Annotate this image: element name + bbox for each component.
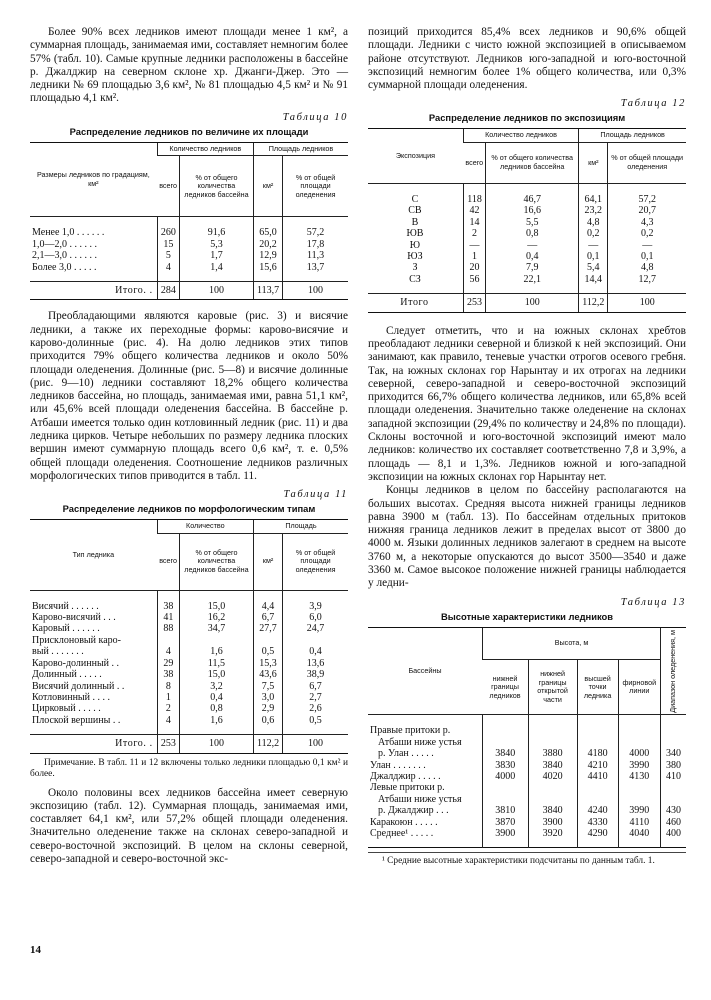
- table-row: Левые притоки р.: [368, 782, 686, 793]
- table-row: Долинный . . . . . 38 15,0 43,6 38,9: [30, 669, 348, 680]
- table-row: Более 3,0 . . . . . 4 1,4 15,6 13,7: [30, 262, 348, 282]
- t10-header-size: Размеры ледников по градациям, км²: [30, 142, 157, 217]
- t10-header-pct-count: % от общего количества ледников бассейна: [179, 156, 253, 217]
- t12-header-count: Количество ледников: [463, 129, 578, 143]
- t13-header-firn: фирновой линии: [618, 660, 661, 715]
- t11-header-count: Количество: [157, 520, 253, 534]
- t11-header-area: Площадь: [253, 520, 348, 534]
- t13-header-highest: высшей точки ледника: [577, 660, 618, 715]
- table-10: [30, 142, 348, 301]
- t10-header-pct-area: % от общей площади оледенения: [283, 156, 348, 217]
- t13-header-range: Диапазон оледенения, м: [661, 627, 686, 715]
- t12-header-pct-count: % от общего количества ледников бассейна: [486, 142, 579, 183]
- table-row: СЗ 56 22,1 14,4 12,7: [368, 274, 686, 294]
- table-row: Плоской вершины . . 4 1,6 0,6 0,5: [30, 715, 348, 735]
- page-number: 14: [30, 944, 41, 956]
- table-row: С 118 46,7 64,1 57,2: [368, 183, 686, 205]
- t13-header-basin: Бассейны: [368, 627, 482, 715]
- t11-header-pct-area: % от общей площади оледенения: [283, 533, 348, 590]
- table-10-title: Распределение ледников по величине их площади: [69, 125, 309, 137]
- table-11-number: Таблица 11: [283, 489, 348, 501]
- table-row: З 20 7,9 5,4 4,8: [368, 262, 686, 273]
- table-row: вый . . . . . . . 4 1,6 0,5 0,4: [30, 646, 348, 657]
- table-row: Улан . . . . . . . 3830 3840 4210 3990 380: [368, 760, 686, 771]
- paragraph-southern-slopes: Следует отметить, что и на южных склонах хребтов преобладают ледники северной и близкой к ней экспозиций. Они занимают, как правило, теневые участки отрогов осевого гребня. Так, на южных склонах гор Нарынтау и их отрогах на ледники северной, северо-западной и северо-восточной экспозиций приходится 66,7% общего количества ледников, или 65,8% всей площади оледенения. Значительно также оледенение на склонах западной экспозиции (29,4% по количеству и 24,8% по площади). Склоны восточной и юго-восточной экспозиций имеют мало ледников: количество их составляет соответственно 7,8 и 3,9%, а площадь — 8,1 и 1,3%. Ледников южной и юго-западной экспозиции на южных склонах гор Нарынтау нет.: [368, 324, 686, 483]
- paragraph-glacier-sizes: Более 90% всех ледников имеют площади менее 1 км², а суммарная площадь, занимаемая ими, составляет немногим более 57% (табл. 10). Самые крупные ледники расположены в бассейне р. Джалджир на северном склоне хр. Джанги-Джер. Это — ледники № 69 площадью 3,6 км², № 81 площадью 4,5 км² и № 91 площадью 4,1 км².: [30, 26, 348, 105]
- t12-header-area: Площадь ледников: [579, 129, 686, 143]
- table-row: Атбаши ниже устья: [368, 737, 686, 748]
- table-row: Среднее¹ . . . . . 3900 3920 4290 4040 400: [368, 828, 686, 848]
- table-total-row: Итого 253 100 112,2 100: [368, 294, 686, 312]
- table-row: р. Джалджир . . . 3810 3840 4240 3990 430: [368, 805, 686, 816]
- table-13-footnote: ¹ Средние высотные характеристики подсчитаны по данным табл. 1.: [368, 852, 686, 868]
- paragraph-glacier-ends: Концы ледников в целом по бассейну располагаются на больших высотах. Средняя высота нижней границы ледников равна 3900 м (табл. 13). По бассейнам отдельных притоков нижняя граница ледников лежит в пределах высот от 3800 до 4000 м. Языки долинных ледников залегают в среднем на высоте 3760 м, а некоторые опускаются до высот 3500—3540 и даже 3360 м. Самое высокое положение нижней границы наблюдается у ледни-: [368, 484, 686, 590]
- table-row: Правые притоки р.: [368, 715, 686, 737]
- t11-header-km2: км²: [253, 533, 282, 590]
- table-12: [368, 128, 686, 312]
- left-column: [30, 26, 348, 866]
- table-12-number: Таблица 12: [620, 98, 686, 110]
- table-row: 2,1—3,0 . . . . . . 5 1,7 12,9 11,3: [30, 250, 348, 261]
- table-row: ЮЗ 1 0,4 0,1 0,1: [368, 251, 686, 262]
- t11-header-total: всего: [157, 533, 179, 590]
- table-10-number: Таблица 10: [282, 111, 348, 123]
- table-total-row: Итого. . 253 100 112,2 100: [30, 735, 348, 753]
- table-row: Атбаши ниже устья: [368, 794, 686, 805]
- table-row: 1,0—2,0 . . . . . . 15 5,3 20,2 17,8: [30, 239, 348, 250]
- t13-header-open-part: нижней границы открытой части: [528, 660, 577, 715]
- table-row: В 14 5,5 4,8 4,3: [368, 217, 686, 228]
- table-row: Карово-висячий . . . 41 16,2 6,7 6,0: [30, 612, 348, 623]
- t12-header-total: всего: [463, 142, 485, 183]
- t10-header-km2: км²: [253, 156, 282, 217]
- table-row: ЮВ 2 0,8 0,2 0,2: [368, 228, 686, 239]
- t12-header-exposition: Экспозиция: [368, 129, 463, 184]
- table-row: Каровый . . . . . . 88 34,7 27,7 24,7: [30, 623, 348, 634]
- paragraph-morphology: Преобладающими являются каровые (рис. 3) и висячие ледники, а также их переходные формы: карово-висячие и карово-долинные (рис. 4). На долю ледников этих типов приходится 79% общего количества ледников и около 50% площади оледенения. Долинные (рис. 5—8) и висячие долинные (рис. 9—10) ледники составляют 18,2% общего количества ледников бассейна, но площадь, занимаемая ими, равна 51,1 км², или 45,6% всей площади оледенения бассейна. В бассейне р. Атбаши имеется только один котловинный ледник (рис. 11) и два ледника цирков. Четыре небольших по размеру ледника плоских вершин имеют суммарную площадь всего 0,6 км², т. е. 0,5% общей площади оледенения. Соотношение ледников различных морфологических типов приводится в табл. 11.: [30, 310, 348, 482]
- t10-header-total: всего: [157, 156, 179, 217]
- table-row: Цирковый . . . . . 2 0,8 2,9 2,6: [30, 703, 348, 714]
- right-column: [368, 26, 686, 877]
- t10-header-count: Количество ледников: [157, 142, 253, 156]
- table-row: Ю — — — —: [368, 240, 686, 251]
- table-11-title: Распределение ледников по морфологическим типам: [62, 503, 316, 515]
- table-13: [368, 627, 686, 849]
- table-12-title: Распределение ледников по экспозициям: [428, 112, 626, 124]
- table-row: Котловинный . . . . 1 0,4 3,0 2,7: [30, 692, 348, 703]
- t13-header-height: Высота, м: [482, 627, 660, 660]
- table-13-title: Высотные характеристики ледников: [440, 610, 614, 622]
- table-11: [30, 519, 348, 753]
- table-row: р. Улан . . . . . 3840 3880 4180 4000 340: [368, 748, 686, 759]
- t12-header-pct-area: % от общей площади оледенения: [608, 142, 686, 183]
- table-13-number: Таблица 13: [620, 596, 686, 608]
- t11-header-pct-count: % от общего количества ледников бассейна: [179, 533, 253, 590]
- table-row: Висячий долинный . . 8 3,2 7,5 6,7: [30, 681, 348, 692]
- table-row: Каракоюн . . . . . 3870 3900 4330 4110 460: [368, 817, 686, 828]
- t12-header-km2: км²: [579, 142, 608, 183]
- table-row: Висячий . . . . . . 38 15,0 4,4 3,9: [30, 590, 348, 612]
- table-11-note: Примечание. В табл. 11 и 12 включены только ледники площадью 0,1 км² и более.: [30, 757, 348, 780]
- table-total-row: Итого. . 284 100 113,7 100: [30, 281, 348, 299]
- paragraph-exposition-continued: позиций приходится 85,4% всех ледников и 90,6% общей площади. Ледники с чисто южной экспозицией в описываемом районе отсутствуют. Ледников юго-западной и юго-восточной экспозиций немногим более 1% общего количества, или 0,3% суммарной площади оледенения.: [368, 26, 686, 92]
- table-row: Менее 1,0 . . . . . . 260 91,6 65,0 57,2: [30, 217, 348, 239]
- table-row: Джалджир . . . . . 4000 4020 4410 4130 410: [368, 771, 686, 782]
- paragraph-exposition: Около половины всех ледников бассейна имеет северную экспозицию (табл. 12). Суммарная площадь, занимаемая ими, составляет 64,1 км², или 57,2% общей площади оледенения. Значительно оледенение также на склонах северо-западной и северо-восточной экспозиций. В целом на склоны северной, северо-западной и северо-восточной экс-: [30, 786, 348, 866]
- table-row: СВ 42 16,6 23,2 20,7: [368, 205, 686, 216]
- t11-header-type: Тип ледника: [30, 520, 157, 591]
- table-row: Присклоновый каро-: [30, 635, 348, 646]
- t10-header-area: Площадь ледников: [253, 142, 348, 156]
- t13-header-lower: нижней границы ледников: [482, 660, 528, 715]
- table-row: Карово-долинный . . 29 11,5 15,3 13,6: [30, 658, 348, 669]
